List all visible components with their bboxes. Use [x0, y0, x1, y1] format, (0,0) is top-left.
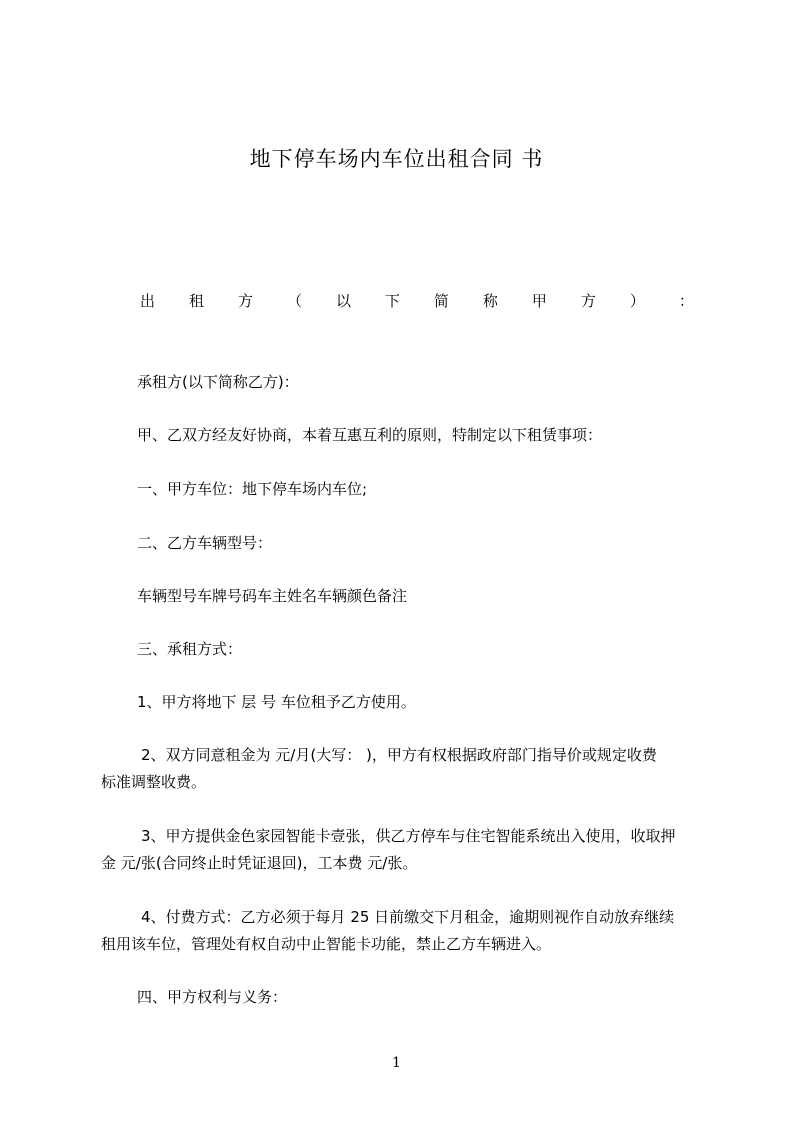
lessor-char: ：: [678, 292, 694, 310]
clause-2: 二、乙方车辆型号：: [137, 534, 273, 552]
lessor-char: 方: [580, 292, 596, 310]
lessor-char: 简: [433, 292, 449, 310]
clause-4: 四、甲方权利与义务：: [137, 988, 288, 1006]
lessor-char: 出: [140, 292, 156, 310]
item-1: 1、甲方将地下 层 号 车位租予乙方使用。: [137, 693, 416, 711]
item-2-line-2: 标准调整收费。: [101, 773, 207, 791]
page-number: 1: [392, 1055, 401, 1071]
lessee-line: 承租方(以下简称乙方)：: [137, 373, 299, 391]
item-3-line-1: 3、甲方提供金色家园智能卡壹张，供乙方停车与住宅智能系统出入使用，收取押: [141, 827, 676, 845]
lessor-char: 以: [335, 292, 351, 310]
lessor-char: 下: [384, 292, 400, 310]
item-2-line-1: 2、双方同意租金为 元/月(大写： )，甲方有权根据政府部门指导价或规定收费: [141, 746, 657, 764]
clause-1: 一、甲方车位：地下停车场内车位;: [137, 480, 368, 498]
lessor-char: （: [286, 292, 302, 310]
document-title: 地下停车场内车位出租合同 书: [249, 147, 544, 171]
item-4-line-1: 4、付费方式：乙方必须于每月 25 日前缴交下月租金，逾期则视作自动放弃继续: [141, 908, 675, 926]
lessor-line: [140, 290, 694, 312]
lessor-char: 租: [188, 292, 204, 310]
item-4-line-2: 租用该车位，管理处有权自动中止智能卡功能，禁止乙方车辆进入。: [101, 935, 552, 953]
lessor-char: 方: [237, 292, 253, 310]
clause-3: 三、承租方式：: [137, 640, 243, 658]
lessor-char: ）: [629, 292, 645, 310]
lessor-char: 称: [482, 292, 498, 310]
lessor-char: 甲: [531, 292, 547, 310]
item-3-line-2: 金 元/张(合同终止时凭证退回)，工本费 元/张。: [101, 854, 418, 872]
vehicle-table-header: 车辆型号车牌号码车主姓名车辆颜色备注: [137, 587, 408, 605]
preamble: 甲、乙双方经友好协商，本着互惠互利的原则，特制定以下租赁事项：: [137, 426, 603, 444]
